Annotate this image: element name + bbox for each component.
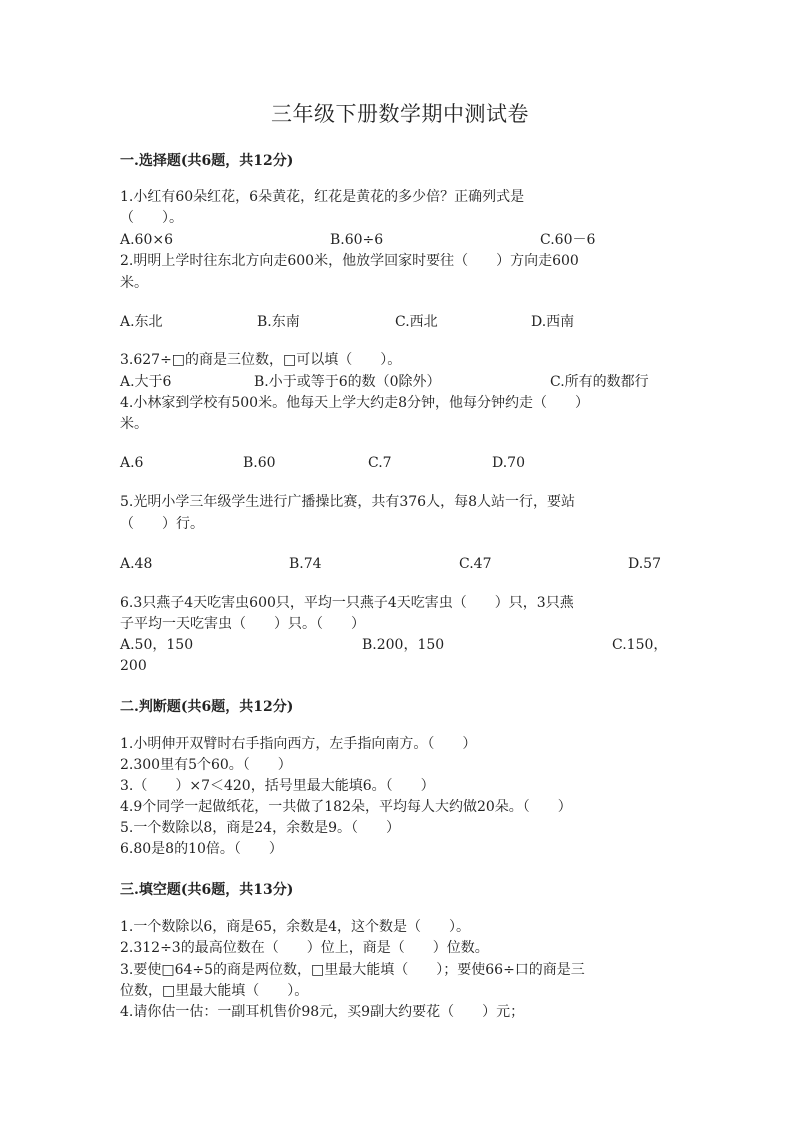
question-text: 1.一个数除以6，商是65，余数是4，这个数是（ ）。 [120, 919, 470, 935]
question-text: 6.80是8的10倍。（ ） [120, 841, 283, 857]
option-a: A.60×6 [120, 232, 174, 248]
option-a: A.大于6 [120, 374, 172, 390]
option-b: B.74 [289, 556, 322, 572]
question-text: 米。 [120, 275, 148, 291]
question-text: 5.一个数除以8，商是24，余数是9。（ ） [120, 820, 400, 836]
option-c: C.西北 [395, 314, 438, 330]
question-text: 3.要使□64÷5的商是两位数，□里最大能填（ ）；要使66÷口的商是三 [120, 962, 585, 978]
question-text: 1.小明伸开双臂时右手指向西方，左手指向南方。（ ） [120, 736, 477, 752]
option-a: A.50，150 [120, 637, 194, 653]
question-text: 位数，□里最大能填（ ）。 [120, 983, 309, 999]
page-title: 三年级下册数学期中测试卷 [271, 102, 529, 126]
section-heading-fill-blank: 三.填空题(共6题，共13分) [120, 882, 294, 898]
option-c: C.60－6 [540, 232, 596, 248]
question-text: 2.300里有5个60。（ ） [120, 757, 292, 773]
question-text: 3.（ ）×7＜420，括号里最大能填6。（ ） [120, 778, 435, 794]
question-text: 4.小林家到学校有500米。他每天上学大约走8分钟，他每分钟约走（ ） [120, 395, 589, 411]
option-d: D.西南 [531, 314, 575, 330]
option-c: C.150， [612, 637, 668, 653]
option-c: C.7 [368, 455, 392, 471]
option-a: A.6 [120, 455, 144, 471]
question-text: 1.小红有60朵红花，6朵黄花，红花是黄花的多少倍？正确列式是 [120, 189, 525, 205]
option-c: C.所有的数都行 [550, 374, 649, 390]
option-a: A.48 [120, 556, 153, 572]
option-d: D.57 [628, 556, 661, 572]
question-text: 米。 [120, 416, 148, 432]
question-text: 4.请你估一估：一副耳机售价98元，买9副大约要花（ ）元； [120, 1004, 525, 1020]
option-b: B.东南 [257, 314, 300, 330]
option-b: B.小于或等于6的数（0除外） [254, 374, 441, 390]
section-heading-judgement: 二.判断题(共6题，共12分) [120, 699, 294, 715]
option-b: B.60 [243, 455, 276, 471]
option-a: A.东北 [120, 314, 163, 330]
question-text: （ ）。 [120, 210, 183, 226]
section-heading-choice: 一.选择题(共6题，共12分) [120, 153, 294, 169]
option-c: C.47 [459, 556, 492, 572]
question-text: 2.明明上学时往东北方向走600米，他放学回家时要往（ ）方向走600 [120, 253, 579, 269]
question-text: 子平均一天吃害虫（ ）只。（ ） [120, 616, 365, 632]
option-c-continued: 200 [120, 658, 147, 674]
question-text: 4.9个同学一起做纸花，一共做了182朵，平均每人大约做20朵。（ ） [120, 799, 572, 815]
question-text: 3.627÷□的商是三位数，□可以填（ ）。 [120, 352, 402, 368]
option-b: B.60÷6 [330, 232, 384, 248]
question-text: 6.3只燕子4天吃害虫600只，平均一只燕子4天吃害虫（ ）只，3只燕 [120, 595, 574, 611]
question-text: 5.光明小学三年级学生进行广播操比赛，共有376人，每8人站一行，要站 [120, 494, 575, 510]
option-b: B.200，150 [362, 637, 445, 653]
question-text: 2.312÷3的最高位数在（ ）位上，商是（ ）位数。 [120, 940, 489, 956]
question-text: （ ）行。 [120, 516, 204, 532]
option-d: D.70 [492, 455, 525, 471]
